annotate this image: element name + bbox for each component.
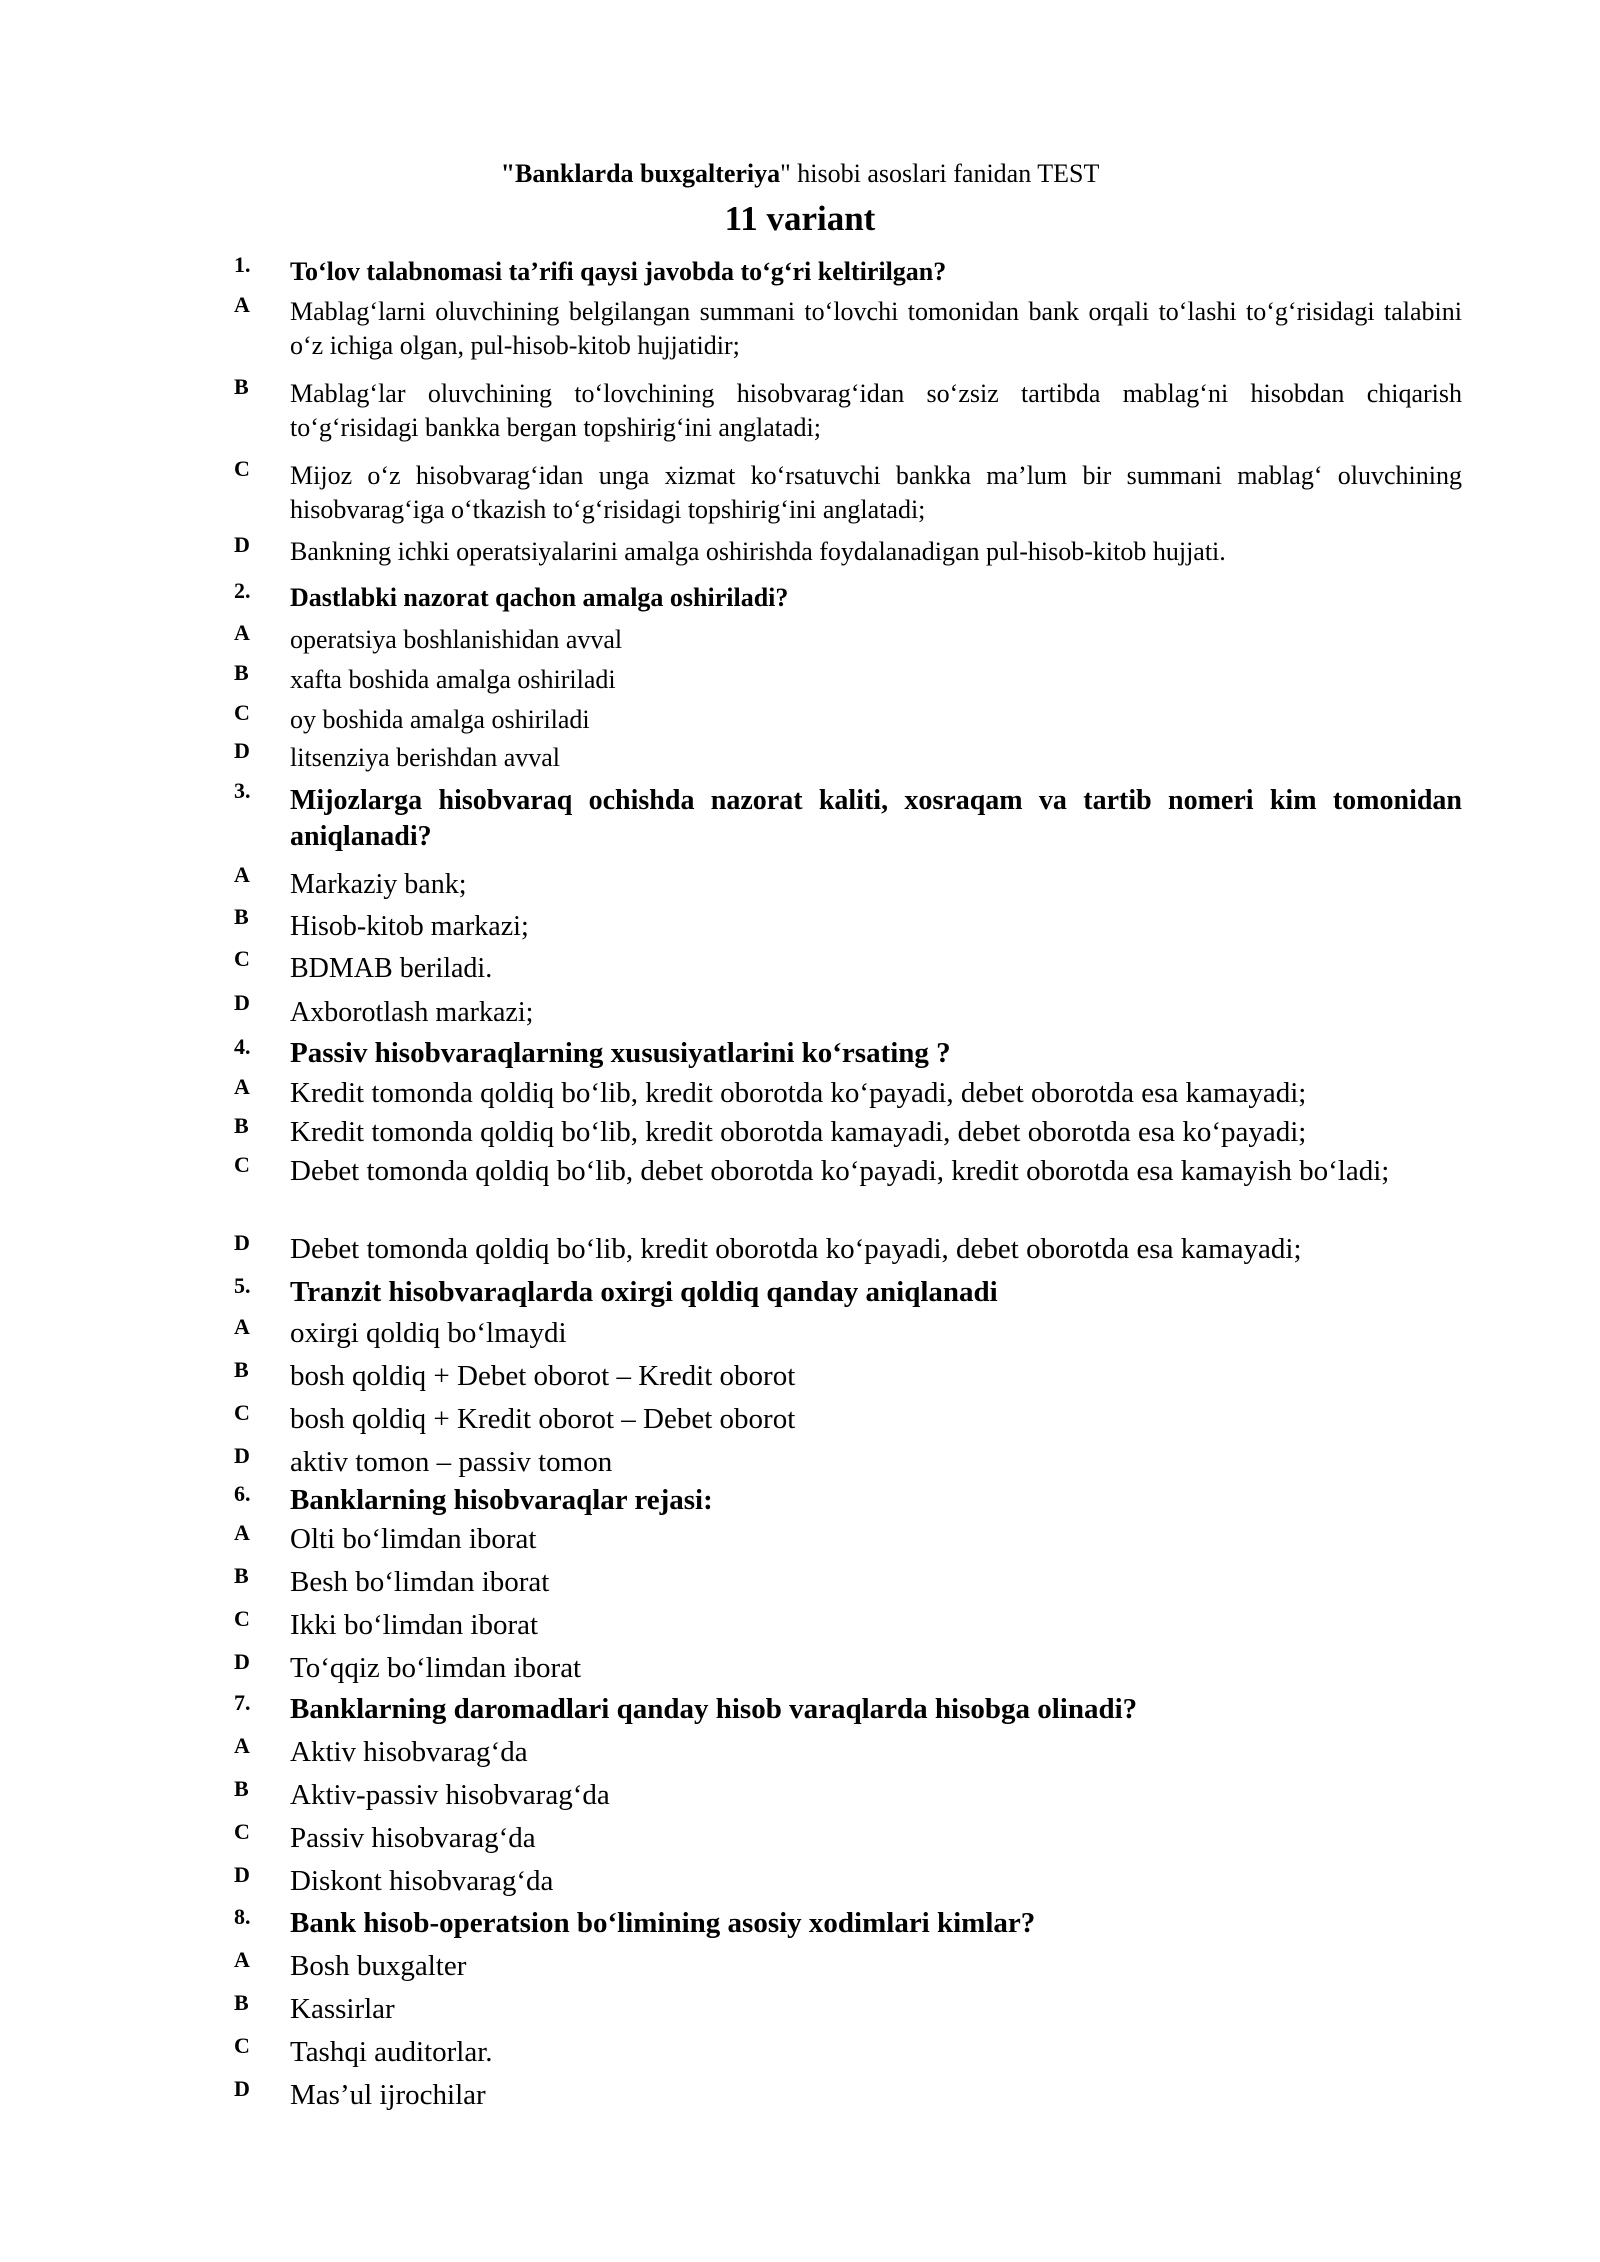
question-3-option-c-label: C — [234, 946, 250, 971]
question-1-option-a-label: A — [234, 292, 250, 317]
question-1-option-d-label: D — [234, 532, 250, 557]
question-4-option-d-text: Debet tomonda qoldiq bo‘lib, kredit oborotda ko‘payadi, debet oborotda esa kamayadi; — [290, 1233, 1302, 1265]
question-5-option-d-label: D — [234, 1443, 250, 1468]
question-8-option-c-text: Tashqi auditorlar. — [290, 2036, 493, 2068]
question-4-option-a-text: Kredit tomonda qoldiq bo‘lib, kredit oborotda ko‘payadi, debet oborotda esa kamayadi; — [290, 1077, 1307, 1109]
question-2-option-a-text: operatsiya boshlanishidan avval — [290, 625, 623, 654]
question-1-option-d-text: Bankning ichki operatsiyalarini amalga oshirishda foydalanadigan pul-hisob-kitob hujjati. — [290, 537, 1226, 566]
question-1-option-c-label: C — [234, 456, 250, 481]
question-8-option-d-label: D — [234, 2076, 250, 2101]
question-7-option-b-text: Aktiv-passiv hisobvarag‘da — [290, 1779, 610, 1811]
question-8-option-b-label: B — [234, 1990, 249, 2015]
question-2-text: Dastlabki nazorat qachon amalga oshiriladi? — [290, 583, 789, 612]
question-3-option-d-label: D — [234, 990, 250, 1015]
question-2-option-d-text: litsenziya berishdan avval — [290, 743, 561, 772]
question-8-option-a-text: Bosh buxgalter — [290, 1950, 467, 1982]
question-7-option-b-label: B — [234, 1776, 249, 1801]
question-5-option-a-text: oxirgi qoldiq bo‘lmaydi — [290, 1317, 567, 1349]
question-1-option-a-text: Mablag‘larni oluvchining belgilangan summani to‘lovchi tomonidan bank orqali to‘lashi to‘g‘risidagi talabini o‘z ichiga olgan, pul-hisob-kitob hujjatidir; — [290, 297, 1462, 360]
question-3-text: Mijozlarga hisobvaraq ochishda nazorat kaliti, xosraqam va tartib nomeri kim tomonidan aniqlanadi? — [290, 785, 1462, 852]
question-8-text: Bank hisob-operatsion bo‘limining asosiy xodimlari kimlar? — [290, 1907, 1036, 1939]
question-6-option-b-text: Besh bo‘limdan iborat — [290, 1566, 550, 1598]
question-3-option-d-text: Axborotlash markazi; — [290, 997, 534, 1028]
question-2-option-b-label: B — [234, 660, 249, 685]
question-6-text: Banklarning hisobvaraqlar rejasi: — [290, 1484, 713, 1516]
question-2-option-d-label: D — [234, 738, 250, 763]
question-1-option-c-text: Mijoz o‘z hisobvarag‘idan unga xizmat ko‘rsatuvchi bankka ma’lum bir summani mablag‘ oluvchining hisobvarag‘iga o‘tkazish to‘g‘risidagi topshirig‘ini anglatadi; — [290, 461, 1462, 524]
question-2-option-a-label: A — [234, 620, 250, 645]
question-7-option-d-text: Diskont hisobvarag‘da — [290, 1865, 554, 1897]
question-7-option-a-text: Aktiv hisobvarag‘da — [290, 1736, 528, 1768]
question-1-option-b-text: Mablag‘lar oluvchining to‘lovchining hisobvarag‘idan so‘zsiz tartibda mablag‘ni hisobdan chiqarish to‘g‘risidagi bankka bergan topshirig‘ini anglatadi; — [290, 379, 1462, 442]
question-4-option-c-label: C — [234, 1152, 250, 1177]
question-3-option-b-label: B — [234, 904, 249, 929]
question-6-option-a-label: A — [234, 1520, 250, 1545]
question-6-option-a-text: Olti bo‘limdan iborat — [290, 1523, 537, 1555]
question-2-option-c-text: oy boshida amalga oshiriladi — [290, 705, 590, 734]
question-3-label: 3. — [234, 778, 251, 803]
question-6-label: 6. — [234, 1481, 251, 1506]
question-8-option-a-label: A — [234, 1947, 250, 1972]
question-8-option-b-text: Kassirlar — [290, 1993, 395, 2025]
question-6-option-b-label: B — [234, 1563, 249, 1588]
question-4-option-b-label: B — [234, 1113, 249, 1138]
document-title-bold: "Banklarda buxgalteriya — [500, 159, 781, 188]
question-6-option-d-text: To‘qqiz bo‘limdan iborat — [290, 1652, 582, 1684]
question-7-option-a-label: A — [234, 1733, 250, 1758]
question-8-option-d-text: Mas’ul ijrochilar — [290, 2079, 486, 2111]
question-4-option-a-label: A — [234, 1074, 250, 1099]
question-3-option-b-text: Hisob-kitob markazi; — [290, 911, 529, 942]
question-2-option-b-text: xafta boshida amalga oshiriladi — [290, 665, 616, 694]
document-title-rest: " hisobi asoslari fanidan TEST — [780, 159, 1100, 188]
question-7-option-c-text: Passiv hisobvarag‘da — [290, 1822, 536, 1854]
question-7-label: 7. — [234, 1690, 251, 1715]
question-4-option-b-text: Kredit tomonda qoldiq bo‘lib, kredit oborotda kamayadi, debet oborotda esa ko‘payadi; — [290, 1116, 1307, 1148]
question-6-option-d-label: D — [234, 1649, 250, 1674]
question-7-option-c-label: C — [234, 1819, 250, 1844]
question-3-option-c-text: BDMAB beriladi. — [290, 953, 493, 984]
question-4-option-c-text: Debet tomonda qoldiq bo‘lib, debet oborotda ko‘payadi, kredit oborotda esa kamayish bo‘ladi; — [290, 1155, 1390, 1187]
variant-heading: 11 variant — [724, 199, 876, 238]
question-3-option-a-label: A — [234, 862, 250, 887]
question-7-option-d-label: D — [234, 1862, 250, 1887]
question-5-option-b-text: bosh qoldiq + Debet oborot – Kredit oborot — [290, 1360, 796, 1392]
question-3-option-a-text: Markaziy bank; — [290, 869, 467, 900]
question-6-option-c-text: Ikki bo‘limdan iborat — [290, 1609, 539, 1641]
question-2-option-c-label: C — [234, 700, 250, 725]
question-5-text: Tranzit hisobvaraqlarda oxirgi qoldiq qanday aniqlanadi — [290, 1276, 998, 1308]
question-5-label: 5. — [234, 1273, 251, 1298]
question-4-label: 4. — [234, 1034, 251, 1059]
question-7-text: Banklarning daromadlari qanday hisob varaqlarda hisobga olinadi? — [290, 1693, 1138, 1725]
question-5-option-a-label: A — [234, 1314, 250, 1339]
question-5-option-c-label: C — [234, 1400, 250, 1425]
question-5-option-d-text: aktiv tomon – passiv tomon — [290, 1446, 613, 1478]
question-1-text: To‘lov talabnomasi ta’rifi qaysi javobda to‘g‘ri keltirilgan? — [290, 257, 947, 286]
question-8-label: 8. — [234, 1904, 251, 1929]
question-5-option-c-text: bosh qoldiq + Kredit oborot – Debet oborot — [290, 1403, 796, 1435]
question-1-label: 1. — [234, 252, 251, 277]
question-1-option-b-label: B — [234, 374, 249, 399]
question-4-text: Passiv hisobvaraqlarning xususiyatlarini ko‘rsating ? — [290, 1037, 951, 1069]
question-4-option-d-label: D — [234, 1230, 250, 1255]
question-6-option-c-label: C — [234, 1606, 250, 1631]
question-5-option-b-label: B — [234, 1357, 249, 1382]
question-2-label: 2. — [234, 578, 251, 603]
question-8-option-c-label: C — [234, 2033, 250, 2058]
